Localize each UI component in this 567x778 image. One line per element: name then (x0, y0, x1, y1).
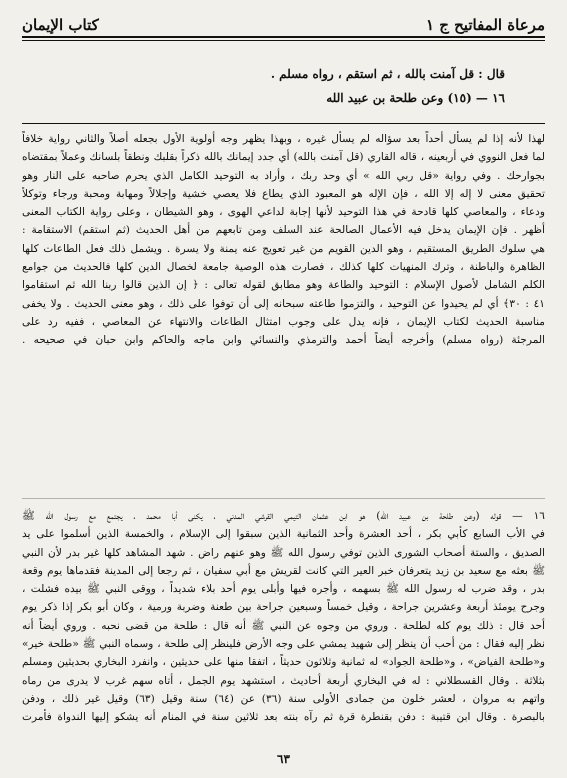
text-line: لهذا لأنه إذا لم يسأل أحداً بعد سؤاله لم يسأل غيره ، وبهذا يظهر وجه أولوية الأول بجعله أصلاً والثاني رواية خلافاً (22, 133, 545, 145)
text-line: أظهر . فإن الإيمان يدخل فيه الأعمال الصالحة عند السلف ومن تابعهم من أهل الحديث (ثم استقم) الاستقامة : (22, 224, 545, 237)
text-line: و«طلحة الفياض» ، و«طلحة الجواد» له ثمانية وثلاثون حديثاً ، اتفقا منها على حديثين ، وانفرد البخاري بحديثين ومسلم (22, 656, 545, 669)
text-line: الصديق ، والستة أصحاب الشورى الذين توفي رسول الله ﷺ وهو عنهم راض . شهد المشاهد كلها غير بدر لأن النبي (22, 546, 545, 559)
text-line: وجرح يومئذ أربعة وعشرين جراحة ، وقيل خمساً وسبعين جراحة بين طعنة وضربة ورمية ، وكان أبو بكر إذا ذكر يوم (22, 601, 545, 614)
text-line: الظاهرة والباطنة ، وترك المنهيات كلها كذلك ، فصارت هذه الوصية جامعة لخصال الدين كلها فالحديث من جوامع (22, 261, 545, 274)
biography-paragraph (22, 507, 545, 727)
running-header (22, 10, 545, 34)
text-line: ١٦ — قوله (وعن طلحة بن عبيد الله) هو ابن عثمان التيمي القرشي المدني ، يكنى أبا محمد ، يجتمع مع رسول الله ﷺ (22, 510, 545, 522)
text-line: تحقيق معنى لا إله إلا الله ، فإن الإله هو المعبود الذي يطاع فلا يعصي خشية وإجلالاً ومهابة ومحبة ورجاء وتوكلاً (22, 187, 545, 200)
text-line: في الأب السابع كأبي بكر ، أحد العشرة وأحد الثمانية الذين سبقوا إلى الإسلام ، والخمسة الذين أسلموا على يد (22, 528, 545, 541)
header-chapter-title: كتاب الإيمان (22, 16, 99, 34)
text-line: المرجئة (رواه مسلم) وأخرجه أيضاً أحمد والترمذي والنسائي وابن ماجه والحاكم وابن حبان في صحيحه . (22, 334, 545, 347)
commentary-paragraph (22, 130, 545, 350)
text-line: ﷺ بعثه مع سعيد بن زيد يتعرفان خبر العير التي كانت لقريش مع أبي سفيان ، ثم رجعا إلى المدينة فقدماها يوم وقعة (22, 564, 545, 577)
text-line: الكلم الشامل لأصول الإسلام : التوحيد والطاعة وهو مطابق لقوله تعالى : ﴿ إن الذين قالوا ربنا الله ثم استقاموا (22, 279, 545, 292)
text-line: هي سلوك الطريق المستقيم ، وهو الدين القويم من غير تعويج عنه يمنة ولا يسرة . ويشمل ذلك فعل الطاعات كلها (22, 242, 545, 255)
section-rule (22, 123, 545, 124)
text-line: بدر ، وقد ضرب له رسول الله ﷺ بسهمه ، وأجره فيها وأبلى يوم أحد بلاء شديداً ، ووقى النبي ﷺ بيده فشلت ، (22, 583, 545, 596)
hadith-line: ١٦ — (١٥) وعن طلحة بن عبيد الله (326, 91, 505, 105)
text-line: بثلاثة . وقال القسطلاني : له في البخاري أربعة أحاديث ، استشهد يوم الجمل ، أتاه سهم غرب لا يدرى من رماه (22, 674, 545, 687)
text-line: لما فعل النووي في أربعينه ، قاله القاري (قل آمنت بالله) أي جدد إيمانك بالله ذكراً بقلبك ونطقاً بلسانك وعملاً بمقتضاه (22, 151, 545, 164)
header-book-title: مرعاة المفاتيح ج ١ (425, 16, 545, 34)
text-line: بجوارحك . وفي رواية «قل ربي الله » أي وحد ربك ، وأراد به التوحيد الكامل الذي يحرم صاحبه على النار وهو (22, 169, 545, 182)
text-line: ودعاء ، والمعاصي كلها قادحة في هذا التوحيد لأنها إجابة لداعي الهوى ، وهو الشيطان ، وعلى رواية الكتاب المعنى (22, 206, 545, 219)
header-rule (22, 36, 545, 38)
page-number: ٦٣ (277, 752, 290, 766)
hadith-text (40, 62, 505, 110)
paragraph-divider (22, 498, 545, 499)
text-line: ٤١ : ٣٠﴾ أي لم يحيدوا عن التوحيد ، والتزموا طاعته سبحانه إلى أن توفوا على ذلك ، وهو معنى الحديث . ولا يخفى (22, 297, 545, 310)
header-rule-thin (22, 40, 545, 41)
text-line: أحد قال : ذلك يوم كله لطلحة . وروي من وجوه عن النبي ﷺ أنه قال : طلحة من قضى نحبه . وروي أيضاً أنه (22, 619, 545, 632)
text-line: نظر إليه فقال : من أحب أن ينظر إلى شهيد يمشي على وجه الأرض فلينظر إلى طلحة ، وسماه النبي ﷺ «طلحة خير» (22, 638, 545, 651)
text-line: واتهم به مروان ، لعشر خلون من جمادى الأولى سنة (٣٦) عن (٦٤) سنة وقيل (٦٣) وقيل غير ذلك ، ودفن (22, 692, 545, 705)
hadith-line: قال : قل آمنت بالله ، ثم استقم ، رواه مسلم . (270, 67, 505, 81)
text-line: مناسبة الحديث لكتاب الإيمان ، فإنه يدل على وجوب امتثال الطاعات والانتهاء عن المعاصي ، ففيه رد على (22, 315, 545, 328)
text-line: بالبصرة . وقال ابن قتيبة : دفن بقنطرة قرة ثم رآه بنته بعد ثلاثين سنة في المنام أنه يشكو إليها الندواة فأمرت (22, 711, 545, 724)
